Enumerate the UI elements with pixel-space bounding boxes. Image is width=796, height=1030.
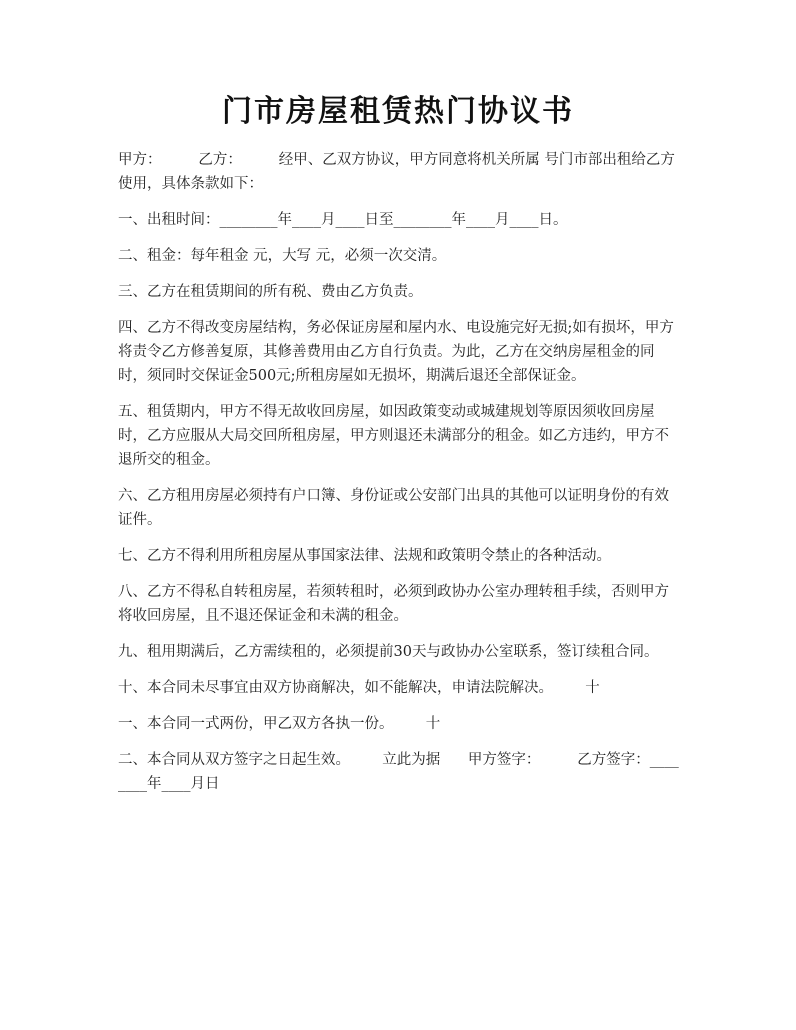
clause-renewal: 九、租用期满后，乙方需续租的，必须提前30天与政协办公室联系，签订续租合同。: [118, 644, 659, 660]
document-title: 门市房屋租赁热门协议书: [222, 94, 574, 129]
clause-copies: 一、本合同一式两份，甲乙双方各执一份。 十: [118, 716, 441, 732]
paragraph-parties: 甲方： 乙方： 经甲、乙双方协议，甲方同意将机关所属 号门市部出租给乙方使用，具体条款如下：: [118, 152, 675, 192]
clause-rent: 二、租金：每年租金 元，大写 元，必须一次交清。: [118, 248, 447, 264]
clause-recovery: 五、租赁期内，甲方不得无故收回房屋，如因政策变动或城建规划等原因须收回房屋时，乙方应服从大局交回所租房屋，甲方则退还未满部分的租金。如乙方违约，甲方不退所交的租金。: [118, 404, 669, 468]
clause-structure: 四、乙方不得改变房屋结构，务必保证房屋和屋内水、电设施完好无损;如有损坏，甲方将责令乙方修善复原，其修善费用由乙方自行负责。为此，乙方在交纳房屋租金的同时，须同时交保证金500元;所租房屋如无损坏，期满后退还全部保证金。: [118, 320, 674, 384]
document-body: [118, 148, 680, 808]
clause-prohibited-activities: 七、乙方不得利用所租房屋从事国家法律、法规和政策明令禁止的各种活动。: [118, 548, 611, 564]
clause-sublease: 八、乙方不得私自转租房屋，若须转租时，必须到政协办公室办理转租手续，否则甲方将收回房屋，且不退还保证金和未满的租金。: [118, 584, 669, 624]
clause-identification: 六、乙方租用房屋必须持有户口簿、身份证或公安部门出具的其他可以证明身份的有效证件。: [118, 488, 669, 528]
clause-rental-period: 一、出租时间：________年____月____日至________年____月____日。: [118, 212, 568, 228]
clause-effective-signatures: 二、本合同从双方签字之日起生效。 立此为据 甲方签字： 乙方签字：________年____月日: [118, 752, 679, 792]
clause-taxes: 三、乙方在租赁期间的所有税、费由乙方负责。: [118, 284, 423, 300]
clause-disputes: 十、本合同未尽事宜由双方协商解决，如不能解决，申请法院解决。 十: [118, 680, 600, 696]
